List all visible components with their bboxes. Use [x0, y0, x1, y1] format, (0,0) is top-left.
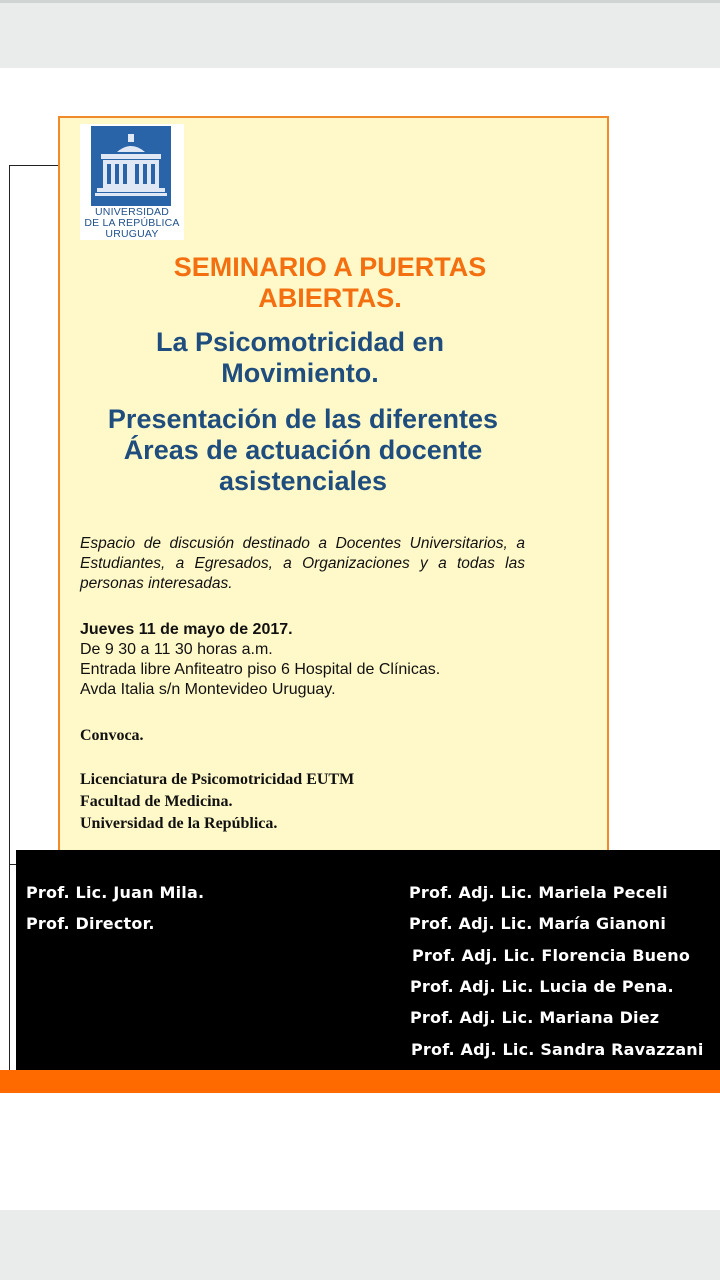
heading-line-3: asistenciales [218, 466, 388, 496]
organizer-item: Universidad de la República. [80, 815, 278, 832]
bottom-bar [0, 1210, 720, 1280]
top-status-bar [0, 0, 720, 68]
logo-line-2: DE LA REPÚBLICA [84, 217, 180, 229]
event-date: Jueves 11 de mayo de 2017. [80, 621, 293, 638]
professor-right: Prof. Adj. Lic. Mariana Diez [410, 1008, 660, 1027]
convoca-label: Convoca. [80, 727, 144, 744]
professor-left: Prof. Lic. Juan Mila. [26, 883, 205, 902]
orange-band [0, 1070, 720, 1093]
professor-right: Prof. Adj. Lic. María Gianoni [409, 914, 667, 933]
professor-right: Prof. Adj. Lic. Mariela Peceli [409, 883, 668, 902]
event-venue: Entrada libre Anfiteatro piso 6 Hospital de Clínicas. [80, 661, 441, 678]
professor-right: Prof. Adj. Lic. Lucia de Pena. [410, 977, 674, 996]
professor-right: Prof. Adj. Lic. Sandra Ravazzani [411, 1040, 704, 1059]
seminar-title-line-1: SEMINARIO A PUERTAS [173, 252, 487, 282]
event-address: Avda Italia s/n Montevideo Uruguay. [80, 681, 336, 698]
professor-right: Prof. Adj. Lic. Florencia Bueno [412, 946, 691, 965]
seminar-heading [80, 404, 526, 497]
organizer-item: Licenciatura de Psicomotricidad EUTM [80, 771, 355, 788]
organizers [80, 769, 354, 835]
heading-line-2: Áreas de actuación docente [123, 435, 483, 465]
subtitle-line-2: Movimiento. [221, 358, 379, 388]
professor-left: Prof. Director. [26, 914, 155, 933]
heading-line-1: Presentación de las diferentes [107, 404, 499, 434]
event-time: De 9 30 a 11 30 horas a.m. [80, 641, 273, 658]
subtitle-line-1: La Psicomotricidad en [155, 327, 445, 357]
description: Espacio de discusión destinado a Docentes Universitarios, a Estudiantes, a Egresados, a Organizaciones y a todas las personas interesadas. [80, 535, 525, 592]
seminar-title-line-2: ABIERTAS. [258, 283, 402, 313]
logo-line-3: URUGUAY [105, 228, 159, 240]
logo-text [80, 207, 184, 240]
logo-line-1: UNIVERSIDAD [95, 206, 169, 218]
university-building-icon [91, 126, 171, 206]
event-info [80, 620, 540, 700]
seminar-title [130, 252, 530, 314]
organizer-item: Facultad de Medicina. [80, 793, 233, 810]
seminar-subtitle [90, 327, 510, 389]
university-logo [80, 124, 184, 240]
